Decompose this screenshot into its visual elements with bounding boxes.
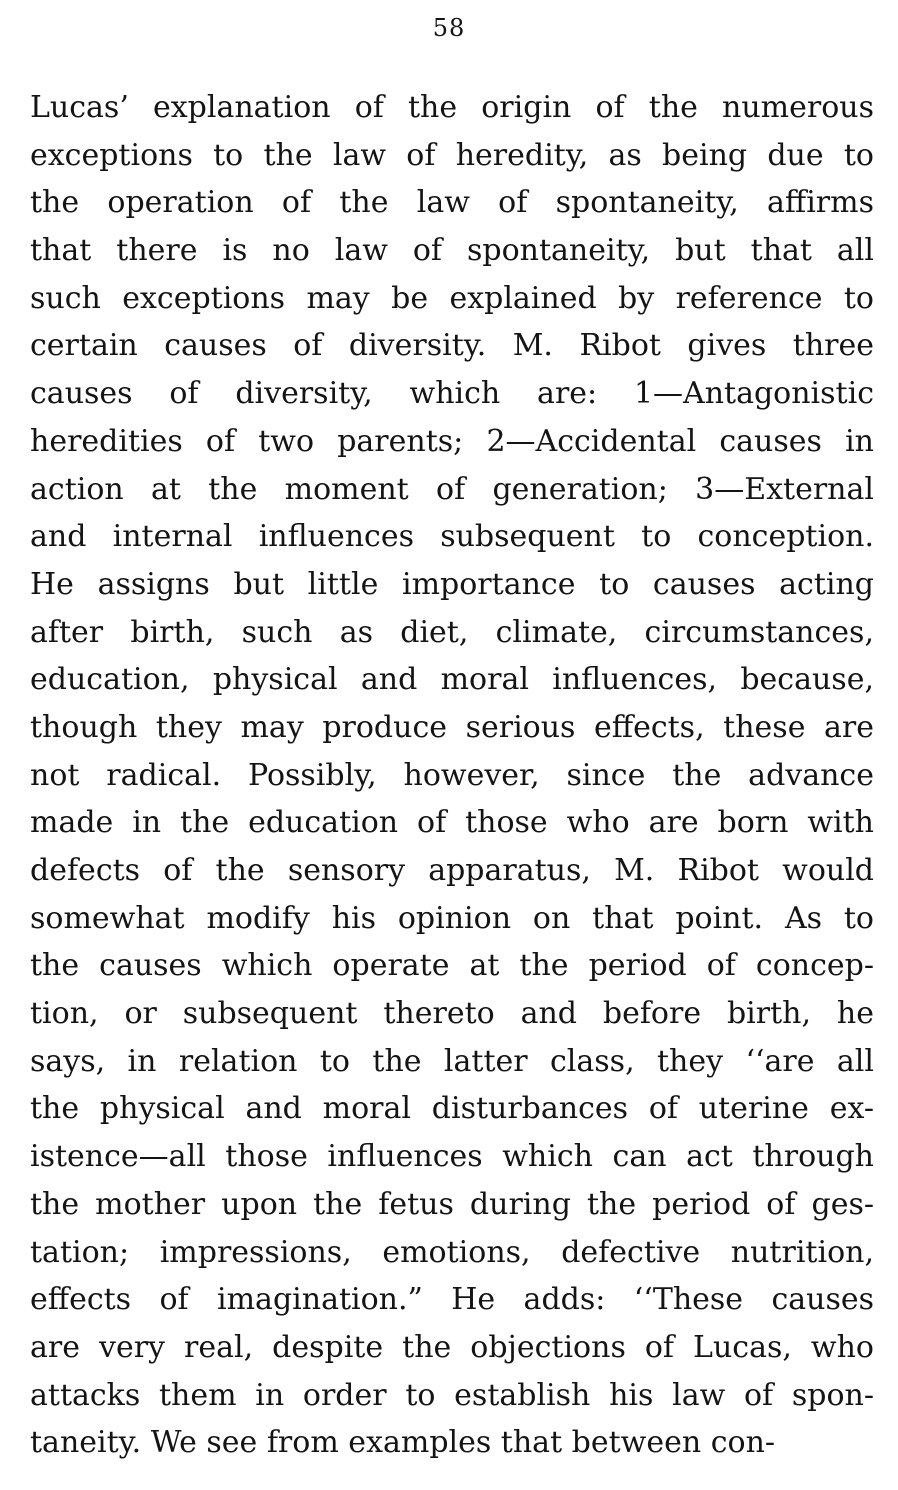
text-line: that there is no law of spontaneity, but that all: [30, 233, 874, 269]
text-line: attacks them in order to establish his law of spon-: [30, 1377, 874, 1413]
text-line: the physical and moral disturbances of uterine ex-: [30, 1091, 874, 1127]
text-line: the mother upon the fetus during the period of ges-: [30, 1186, 874, 1222]
text-line: certain causes of diversity. M. Ribot gives three: [30, 328, 874, 364]
text-line: action at the moment of generation; 3—External: [30, 471, 874, 507]
text-line: istence—all those influences which can act through: [30, 1139, 874, 1175]
text-line: He assigns but little importance to causes acting: [30, 566, 874, 602]
text-line: the causes which operate at the period of concep-: [30, 948, 874, 984]
page-number: 58: [432, 14, 466, 42]
text-line: such exceptions may be explained by reference to: [30, 280, 874, 316]
text-line: not radical. Possibly, however, since the advance: [30, 757, 874, 793]
text-line: though they may produce serious effects, these are: [30, 709, 874, 745]
text-line: heredities of two parents; 2—Accidental causes in: [30, 423, 874, 459]
text-line: Lucas’ explanation of the origin of the numerous: [30, 90, 874, 125]
text-line: the operation of the law of spontaneity, affirms: [30, 185, 874, 221]
text-line: education, physical and moral influences, because,: [30, 662, 874, 698]
text-line: and internal influences subsequent to conception.: [30, 519, 874, 555]
text-line: are very real, despite the objections of Lucas, who: [30, 1329, 874, 1365]
text-line: says, in relation to the latter class, they ‘‘are all: [30, 1043, 874, 1079]
text-line: defects of the sensory apparatus, M. Ribot would: [30, 853, 874, 888]
text-line: exceptions to the law of heredity, as being due to: [30, 137, 874, 173]
text-line: made in the education of those who are born with: [30, 805, 874, 841]
text-line: effects of imagination.” He adds: ‘‘These causes: [30, 1282, 874, 1318]
body-text: [30, 84, 874, 1467]
text-line: somewhat modify his opinion on that point. As to: [30, 900, 874, 936]
text-line: causes of diversity, which are: 1—Antagonistic: [30, 376, 874, 412]
text-line: tion, or subsequent thereto and before birth, he: [30, 996, 874, 1032]
text-line: taneity. We see from examples that between con-: [30, 1425, 776, 1461]
text-line: tation; impressions, emotions, defective nutrition,: [30, 1234, 874, 1270]
text-line: after birth, such as diet, climate, circumstances,: [30, 614, 874, 650]
